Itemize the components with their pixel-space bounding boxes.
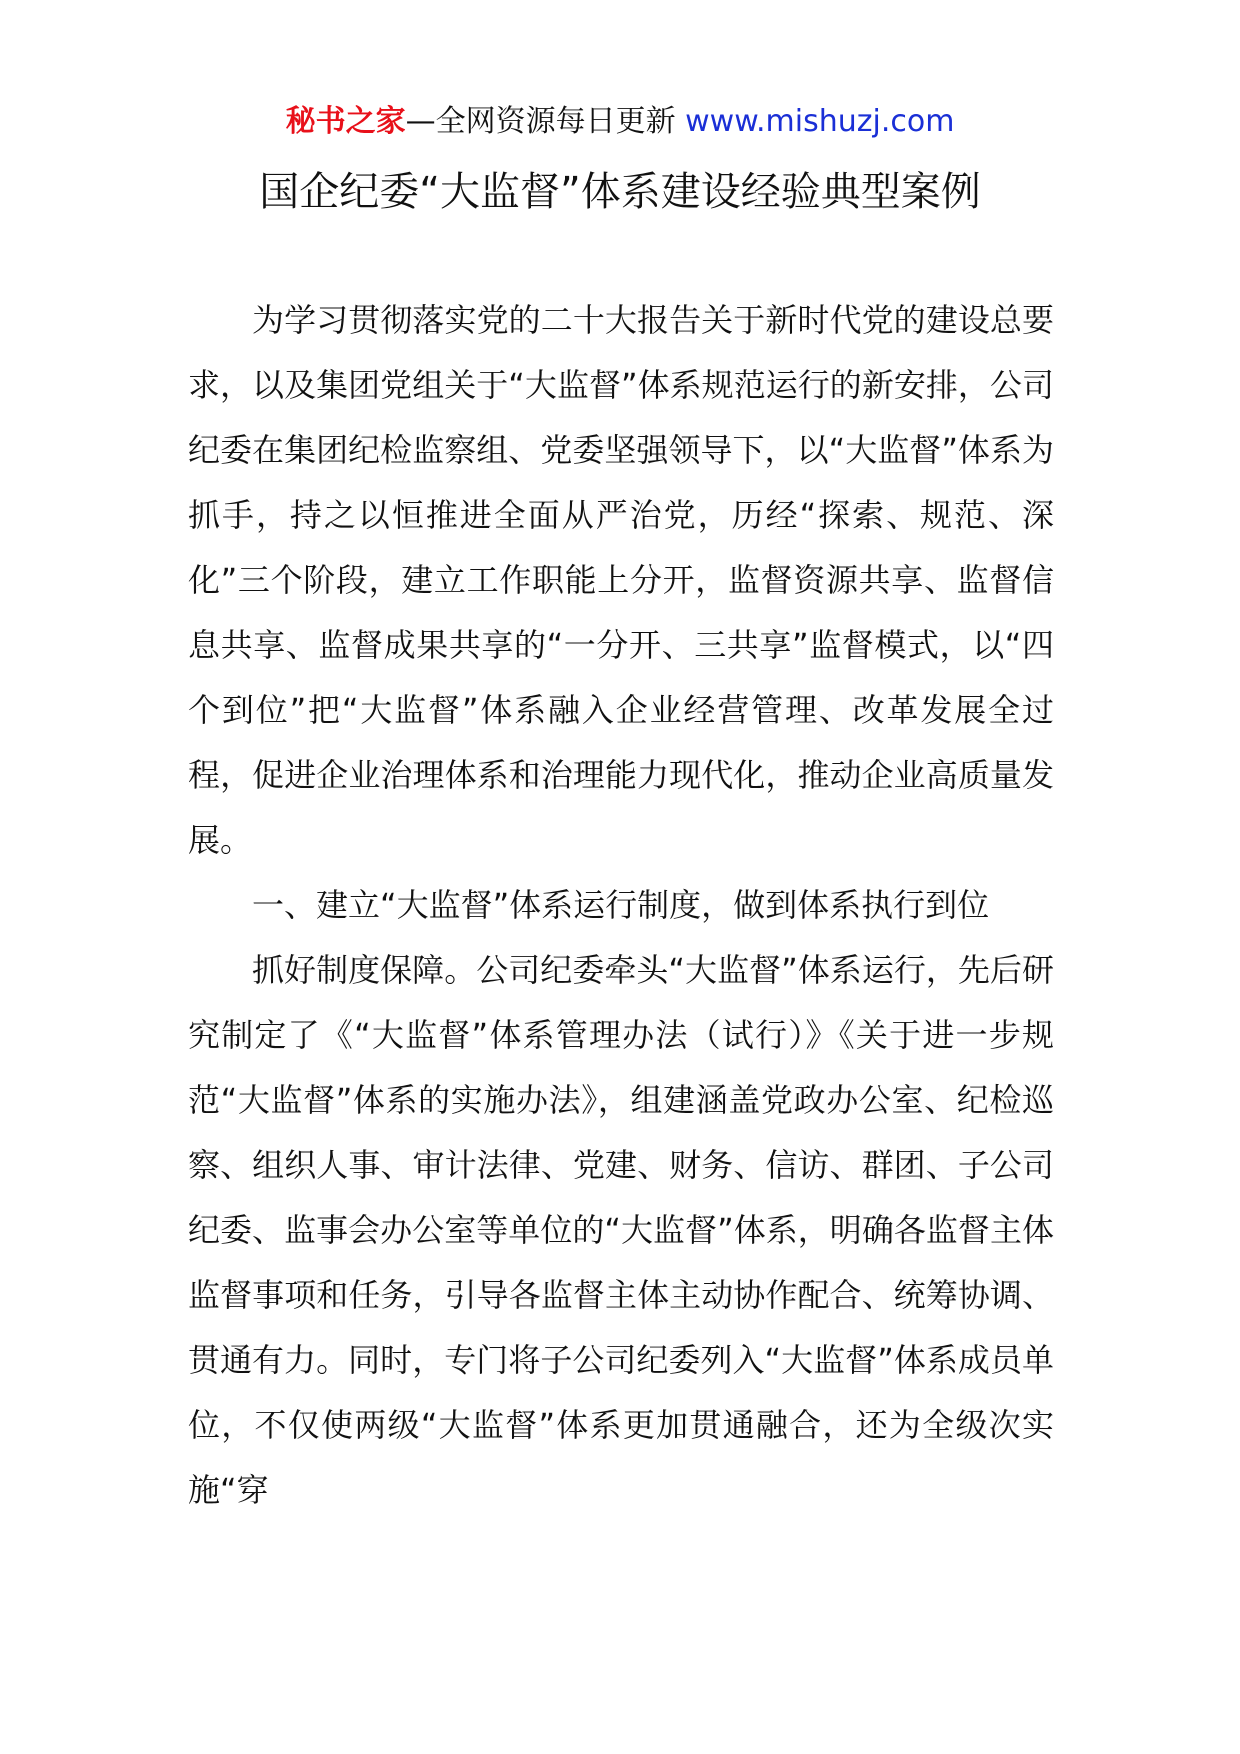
site-url-link[interactable]: www.mishuzj.com [685, 104, 955, 139]
brand-name: 秘书之家 [285, 104, 406, 139]
header-tagline: —全网资源每日更新 [405, 104, 676, 139]
section-heading-1: 一、建立“大监督”体系运行制度，做到体系执行到位 [252, 886, 990, 924]
section-paragraph-1: 抓好制度保障。公司纪委牵头“大监督”体系运行，先后研究制定了《“大监督”体系管理办法（试行）》《关于进一步规范“大监督”体系的实施办法》，组建涵盖党政办公室、纪检巡察、组织人事、审计法律、党建、财务、信访、群团、子公司纪委、监事会办公室等单位的“大监督”体系，明确各监督主体监督事项和任务，引导各监督主体主动协作配合、统筹协调、贯通有力。同时，专门将子公司纪委列入“大监督”体系成员单位，不仅使两级“大监督”体系更加贯通融合，还为全级次实施“穿 [188, 951, 1054, 1509]
site-header [0, 100, 1240, 144]
intro-paragraph: 为学习贯彻落实党的二十大报告关于新时代党的建设总要求，以及集团党组关于“大监督”体系规范运行的新安排，公司纪委在集团纪检监察组、党委坚强领导下，以“大监督”体系为抓手，持之以恒推进全面从严治党，历经“探索、规范、深化”三个阶段，建立工作职能上分开，监督资源共享、监督信息共享、监督成果共享的“一分开、三共享”监督模式，以“四个到位”把“大监督”体系融入企业经营管理、改革发展全过程，促进企业治理体系和治理能力现代化，推动企业高质量发展。 [188, 301, 1054, 859]
document-body [188, 288, 1054, 1523]
document-title: 国企纪委“大监督”体系建设经验典型案例 [259, 169, 981, 215]
